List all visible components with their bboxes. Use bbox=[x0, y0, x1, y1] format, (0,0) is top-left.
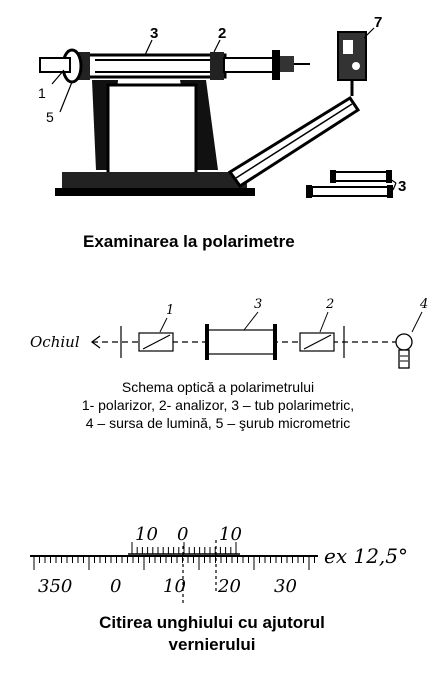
vernier-caption bbox=[0, 612, 430, 656]
callout-label: 5 bbox=[46, 109, 54, 125]
vernier-label: 0 bbox=[177, 524, 189, 545]
callout-label: 7 bbox=[374, 14, 383, 31]
eye-label: Ochiul bbox=[30, 333, 80, 351]
main-scale-label: 10 bbox=[163, 576, 186, 597]
main-scale-label: 30 bbox=[274, 576, 297, 597]
main-scale-label: 0 bbox=[110, 576, 122, 597]
polarimeter-drawing bbox=[0, 0, 436, 225]
spare-tube bbox=[312, 187, 388, 196]
polarimeter-tube bbox=[85, 55, 225, 77]
callout-label: 2 bbox=[218, 25, 227, 42]
vernier-figure bbox=[0, 510, 436, 684]
optical-scheme-figure bbox=[0, 290, 436, 450]
reading-text: ex 12,5° bbox=[324, 544, 409, 568]
main-scale-label: 20 bbox=[218, 576, 241, 597]
marker-label: 1 bbox=[166, 303, 175, 318]
main-scale-ticks bbox=[34, 556, 315, 570]
marker-label: 4 bbox=[420, 297, 429, 312]
caption-line: vernierului bbox=[168, 635, 256, 654]
polarimeter-base bbox=[62, 172, 247, 190]
caption-line: 1- polarizor, 2- analizor, 3 – tub polarimetric, bbox=[81, 397, 355, 413]
callout-label: 3 bbox=[150, 25, 159, 42]
callout-label: 3 bbox=[398, 178, 407, 195]
vernier-label: 10 bbox=[135, 524, 158, 545]
spare-tube bbox=[335, 172, 387, 181]
caption-line: Schema optică a polarimetrului bbox=[121, 379, 315, 395]
vernier-scale bbox=[0, 510, 436, 605]
figure1-caption: Examinarea la polarimetre bbox=[83, 232, 295, 251]
vernier-label: 10 bbox=[219, 524, 242, 545]
callout-label: 1 bbox=[38, 85, 46, 101]
marker-label: 3 bbox=[254, 297, 263, 312]
caption-line: Citirea unghiului cu ajutorul bbox=[99, 613, 325, 632]
optical-scheme-caption bbox=[0, 378, 436, 432]
polarimetric-tube bbox=[207, 330, 275, 354]
lamp bbox=[338, 32, 366, 80]
caption-line: 4 – sursa de lumină, 5 – şurub micrometric bbox=[85, 415, 351, 431]
polarimeter-figure bbox=[0, 0, 436, 251]
marker-label: 2 bbox=[326, 297, 335, 312]
light-source bbox=[396, 334, 412, 350]
optical-scheme-diagram bbox=[0, 290, 436, 380]
main-scale-label: 350 bbox=[38, 576, 73, 597]
